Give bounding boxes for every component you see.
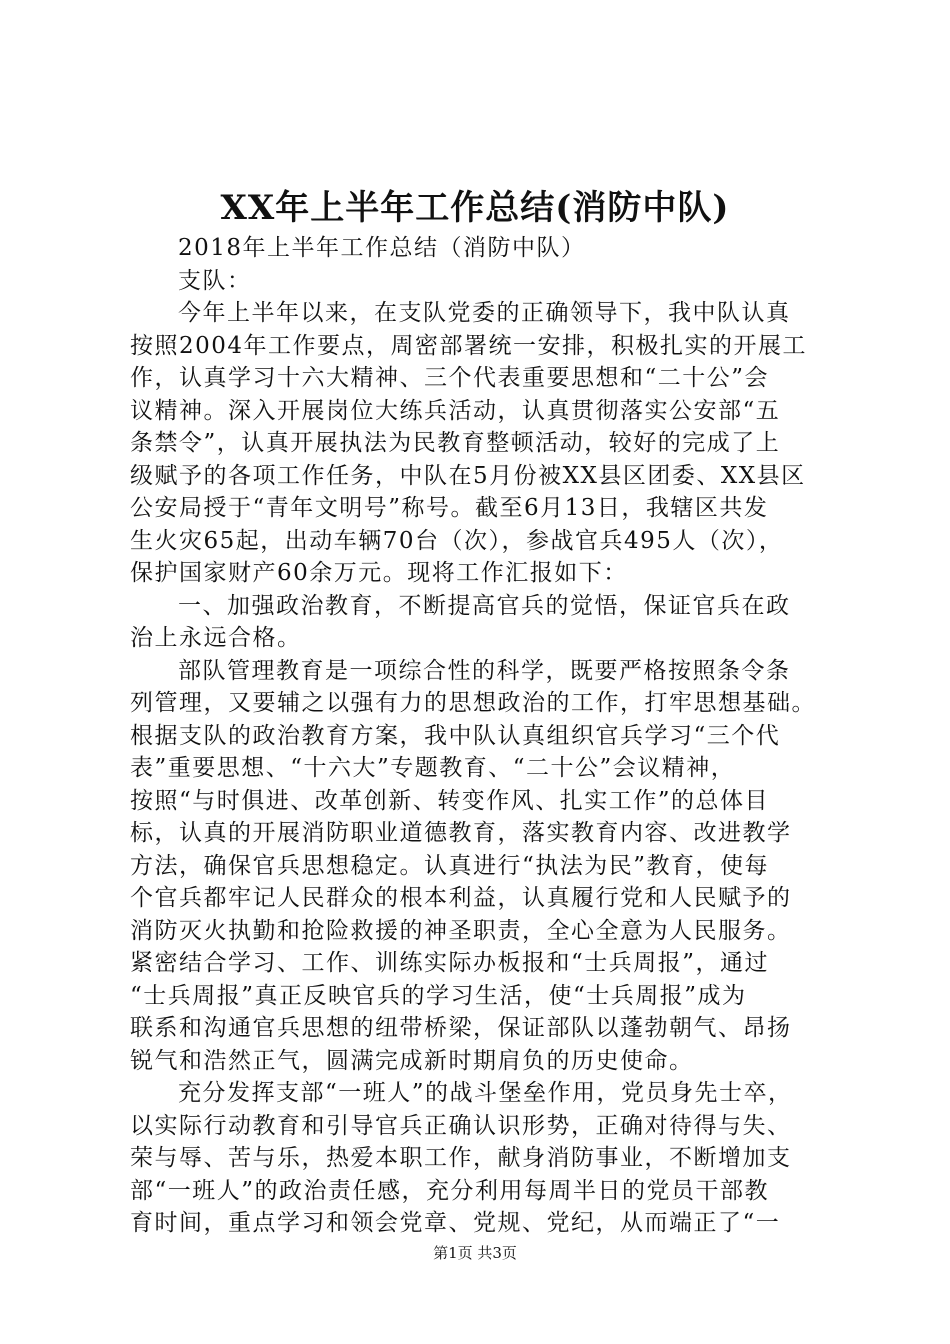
paragraph-line: 按照2004年工作要点，周密部署统一安排，积极扎实的开展工 (130, 332, 808, 359)
paragraph-line: 级赋予的各项工作任务，中队在5月份被XX县区团委、XX县区 (130, 462, 806, 489)
paragraph-line: 以实际行动教育和引导官兵正确认识形势，正确对待得与失、 (130, 1112, 792, 1139)
salutation-line: 支队： (178, 267, 252, 294)
paragraph-line: 方法，确保官兵思想稳定。认真进行“执法为民”教育，使每 (130, 852, 770, 879)
paragraph-line: 紧密结合学习、工作、训练实际办板报和“士兵周报”，通过 (130, 950, 770, 976)
paragraph-line: 今年上半年以来，在支队党委的正确领导下，我中队认真 (178, 300, 791, 326)
paragraph-line: 列管理，又要辅之以强有力的思想政治的工作，打牢思想基础。 (130, 690, 816, 716)
paragraph-line: 荣与辱、苦与乐，热爱本职工作，献身消防事业，不断增加支 (130, 1145, 792, 1171)
document-title: XX年上半年工作总结(消防中队) (220, 188, 730, 228)
paragraph-line: 公安局授于“青年文明号”称号。截至6月13日，我辖区共发 (130, 495, 769, 521)
paragraph-line: “士兵周报”真正反映官兵的学习生活，使“士兵周报”成为 (130, 982, 747, 1009)
paragraph-line: 联系和沟通官兵思想的纽带桥梁，保证部队以蓬勃朝气、昂扬 (130, 1015, 792, 1041)
paragraph-line: 部队管理教育是一项综合性的科学，既要严格按照条令条 (178, 657, 791, 684)
paragraph-line: 生火灾65起，出动车辆70台（次），参战官兵495人（次）， (130, 527, 784, 554)
paragraph-line: 按照“与时俱进、改革创新、转变作风、扎实工作”的总体目 (130, 787, 770, 814)
page-indicator: 第1页 共3页 (433, 1244, 517, 1262)
paragraph-line: 条禁令”，认真开展执法为民教育整顿活动，较好的完成了上 (130, 430, 781, 456)
paragraph-line: 部“一班人”的政治责任感，充分利用每周半日的党员干部教 (130, 1177, 770, 1204)
section-heading-line: 一、加强政治教育，不断提高官兵的觉悟，保证官兵在政 (178, 592, 791, 619)
paragraph-line: 育时间，重点学习和领会党章、党规、党纪，从而端正了“一 (130, 1210, 781, 1236)
paragraph-line: 议精神。深入开展岗位大练兵活动，认真贯彻落实公安部“五 (130, 397, 781, 424)
paragraph-line: 锐气和浩然正气，圆满完成新时期肩负的历史使命。 (130, 1047, 694, 1074)
document-body (130, 232, 850, 1240)
paragraph-line: 根据支队的政治教育方案，我中队认真组织官兵学习“三个代 (130, 722, 781, 749)
paragraph-line: 表”重要思想、“十六大”专题教育、“二十公”会议精神， (130, 755, 736, 781)
paragraph-line: 标，认真的开展消防职业道德教育，落实教育内容、改进教学 (130, 820, 792, 846)
section-heading-line: 治上永远合格。 (130, 625, 302, 651)
paragraph-line: 充分发挥支部“一班人”的战斗堡垒作用，党员身先士卒， (178, 1080, 793, 1106)
subtitle-line: 2018年上半年工作总结（消防中队） (178, 235, 586, 261)
paragraph-line: 个官兵都牢记人民群众的根本利益，认真履行党和人民赋予的 (130, 885, 792, 911)
paragraph-line: 消防灭火执勤和抢险救援的神圣职责，全心全意为人民服务。 (130, 917, 792, 944)
paragraph-line: 保护国家财产60余万元。现将工作汇报如下： (130, 560, 628, 586)
paragraph-line: 作，认真学习十六大精神、三个代表重要思想和“二十公”会 (130, 365, 770, 391)
